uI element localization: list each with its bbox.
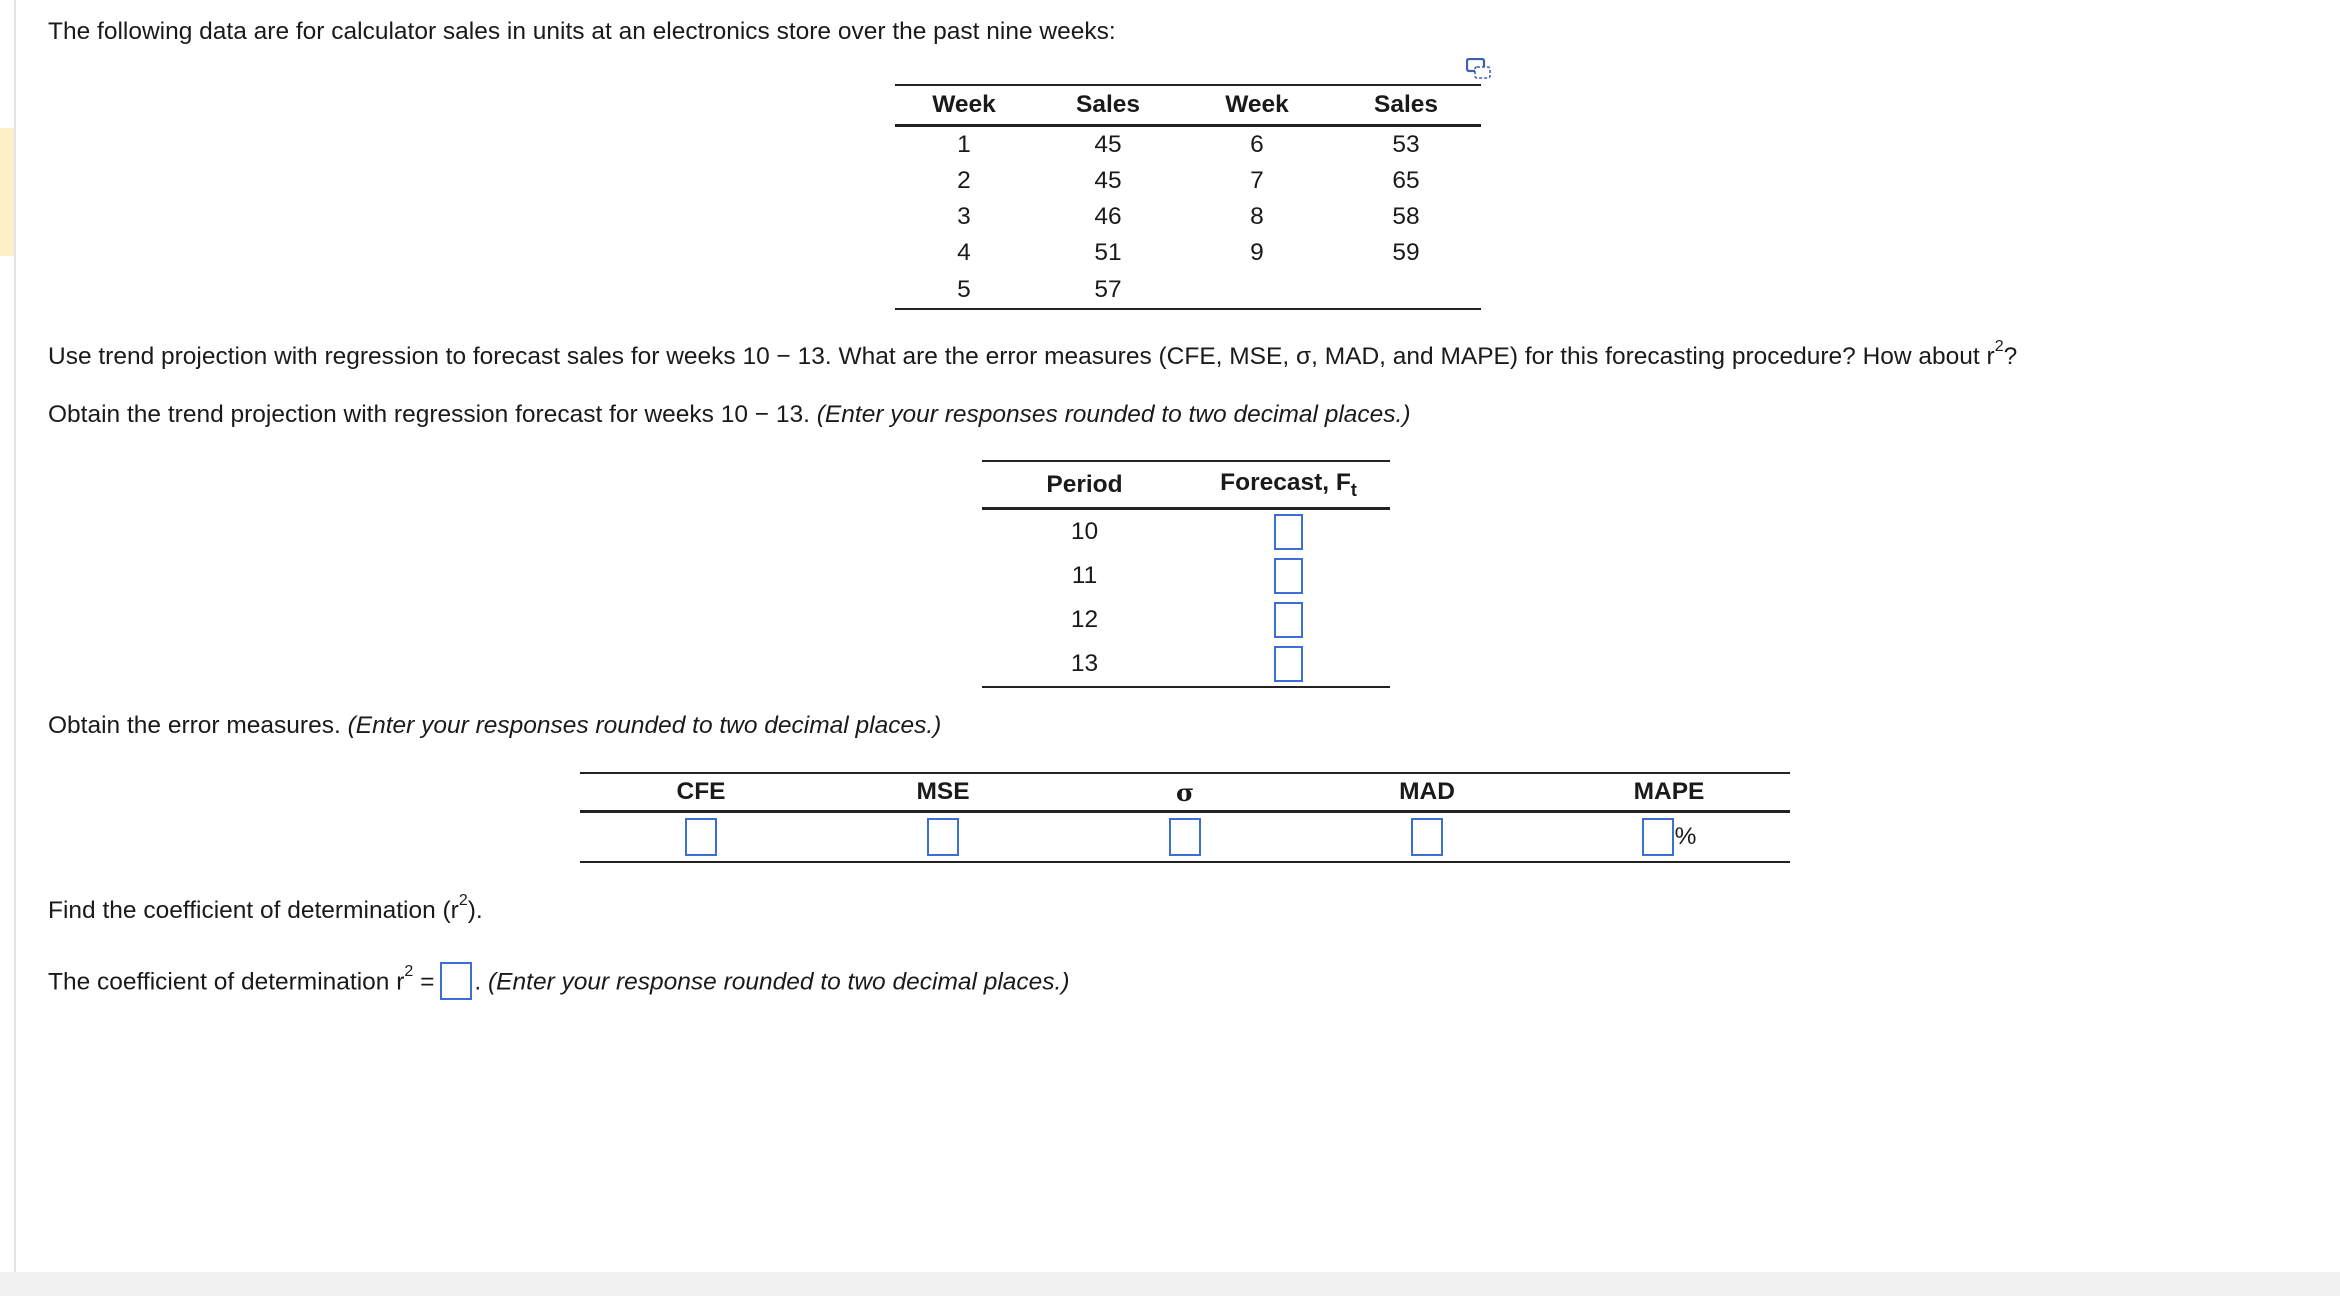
r2-prompt-text: Find the coefficient of determination (r — [48, 897, 459, 925]
left-border — [14, 0, 16, 1272]
sales-table-header-row — [895, 85, 1481, 126]
table-cell: 45 — [1094, 167, 1122, 194]
table-cell — [1331, 271, 1481, 309]
forecast-prompt-instruction: (Enter your responses rounded to two decimal places.) — [816, 401, 1411, 428]
table-cell: 46 — [1094, 203, 1122, 230]
forecast-prompt — [48, 401, 1411, 429]
table-cell: 9 — [1250, 239, 1264, 266]
header-sigma: σ — [1064, 773, 1306, 812]
r2-prompt — [48, 892, 483, 925]
sigma-input[interactable] — [1169, 818, 1201, 856]
error-prompt-text: Obtain the error measures. — [48, 712, 348, 739]
mape-input[interactable] — [1642, 818, 1674, 856]
forecast-table — [982, 460, 1390, 688]
intro-text: The following data are for calculator sales in units at an electronics store over the past nine weeks: — [48, 18, 1116, 45]
mad-input[interactable] — [1411, 818, 1443, 856]
header-forecast-subscript: t — [1350, 479, 1357, 500]
left-accent-bar — [0, 128, 14, 256]
error-measures-table — [580, 772, 1790, 863]
forecast-input-10[interactable] — [1274, 514, 1303, 550]
table-cell: 45 — [1094, 131, 1122, 158]
table-cell: 58 — [1392, 203, 1420, 230]
table-cell: 7 — [1250, 167, 1264, 194]
header-week-2: Week — [1183, 85, 1331, 126]
question-superscript: 2 — [1994, 338, 2004, 355]
mse-input[interactable] — [927, 818, 959, 856]
header-forecast — [1187, 461, 1390, 509]
table-row — [895, 163, 1481, 199]
r2-answer-instruction: (Enter your response rounded to two decimal places.) — [488, 968, 1070, 996]
forecast-prompt-text: Obtain the trend projection with regression forecast for weeks 10 − 13. — [48, 401, 817, 428]
question-text — [48, 338, 2018, 371]
error-input-row — [580, 812, 1790, 863]
forecast-input-11[interactable] — [1274, 558, 1303, 594]
header-sales-1: Sales — [1033, 85, 1183, 126]
table-cell: 5 — [895, 271, 1033, 309]
header-sales-2: Sales — [1331, 85, 1481, 126]
header-forecast-label: Forecast, F — [1220, 468, 1351, 496]
table-cell: 4 — [957, 239, 971, 266]
forecast-input-12[interactable] — [1274, 602, 1303, 638]
header-cfe: CFE — [580, 773, 822, 812]
sales-data-table — [895, 84, 1481, 310]
header-mse: MSE — [822, 773, 1064, 812]
r2-prompt-end: ). — [467, 897, 483, 925]
table-row — [895, 199, 1481, 235]
header-mad: MAD — [1306, 773, 1548, 812]
table-row — [895, 235, 1481, 271]
copy-icon[interactable] — [1466, 58, 1492, 80]
table-row — [895, 271, 1481, 309]
table-cell: 53 — [1392, 131, 1420, 158]
table-row — [982, 554, 1390, 598]
error-header-row — [580, 773, 1790, 812]
header-week-1: Week — [895, 85, 1033, 126]
period-cell: 12 — [1070, 606, 1099, 633]
period-cell: 11 — [1071, 562, 1098, 589]
period-cell: 10 — [1070, 518, 1099, 545]
percent-sign: % — [1674, 823, 1697, 850]
table-row — [895, 126, 1481, 164]
forecast-input-13[interactable] — [1274, 646, 1303, 682]
table-cell: 8 — [1250, 203, 1264, 230]
table-cell: 2 — [957, 167, 971, 194]
error-prompt-instruction: (Enter your responses rounded to two decimal places.) — [347, 712, 942, 739]
table-row — [982, 598, 1390, 642]
bottom-scroll-bar — [0, 1272, 2340, 1296]
r2-answer-period: . — [474, 968, 489, 996]
header-period: Period — [982, 461, 1187, 509]
table-row — [982, 642, 1390, 687]
table-cell: 59 — [1392, 239, 1420, 266]
table-cell — [1183, 271, 1331, 309]
error-prompt — [48, 712, 941, 740]
r2-answer-line — [48, 964, 1070, 1002]
table-cell: 57 — [1033, 271, 1183, 309]
question-end: ? — [2003, 343, 2018, 371]
r2-prompt-superscript: 2 — [458, 892, 468, 909]
header-mape: MAPE — [1548, 773, 1790, 812]
r2-equals: = — [413, 968, 435, 996]
table-cell: 3 — [957, 203, 971, 230]
cfe-input[interactable] — [685, 818, 717, 856]
table-cell: 65 — [1392, 167, 1420, 194]
r2-input[interactable] — [440, 962, 472, 1000]
table-cell: 51 — [1094, 239, 1122, 266]
table-cell: 1 — [957, 131, 971, 158]
period-cell: 13 — [982, 642, 1187, 687]
table-cell: 6 — [1250, 131, 1264, 158]
question-main: Use trend projection with regression to forecast sales for weeks 10 − 13. What are the error measures (CFE, MSE, σ, MAD, and MAPE) for this forecasting procedure? How about r — [48, 343, 1995, 371]
forecast-header-row — [982, 461, 1390, 509]
r2-answer-text: The coefficient of determination r — [48, 968, 405, 996]
r2-answer-superscript: 2 — [404, 963, 414, 981]
table-row — [982, 509, 1390, 555]
